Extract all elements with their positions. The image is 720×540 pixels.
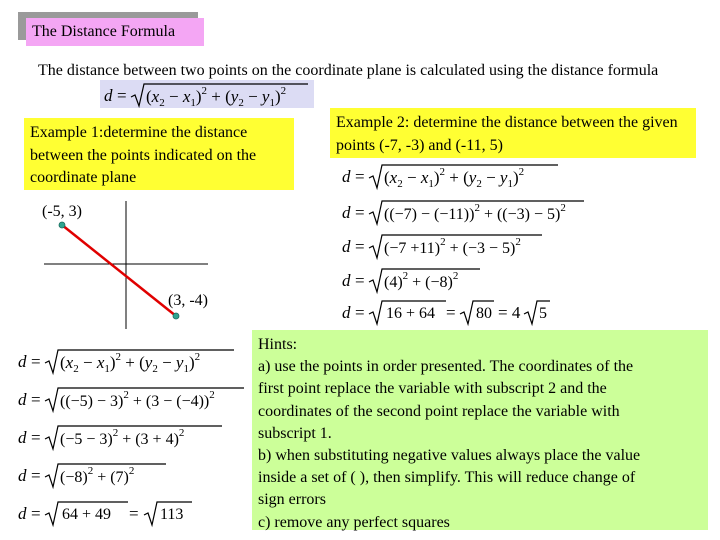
svg-text:d: d [342,203,351,222]
svg-text:(−8)2 + (7)2: $(-8)^2 + (7)^2$ [60,465,135,486]
example-2-box: Example 2: determine the distance between the given points (-7, -3) and (-11, 5) [330,108,696,158]
hint-line: first point replace the variable with subscript 2 and the [258,380,607,398]
ex1-step-4 [16,459,246,491]
svg-text:d: d [342,303,351,322]
svg-text:80: 80 [476,305,492,322]
intro-text: The distance between two points on the coordinate plane is calculated using the distance formula [38,62,659,79]
svg-text:(4)2 + (−8)2: $(4)^2 + (-8)^2$ [384,270,459,291]
svg-text:d: d [18,428,27,447]
ex2-step-5 [340,296,590,328]
svg-text:((−7) − (−11))2 + ((−3) − 5)2: $((-7) - (-11))^2 + ((-3) - 5)^2$ [384,202,566,223]
svg-text:=: = [31,504,41,523]
hint-line: sign errors [258,491,326,509]
ex2-step-4 [340,264,590,296]
svg-text:=: = [355,203,365,222]
svg-text:=: = [355,167,365,186]
point-b-label: (3, -4) [168,292,208,309]
svg-text:16 + 64: 16 + 64 [386,305,436,322]
svg-text:=: = [129,504,139,523]
point-a-marker [59,222,65,228]
ex2-step-2 [340,196,590,228]
hints-heading: Hints: [258,336,298,353]
ex1-step-1 [16,345,246,377]
ex1-step-2 [16,383,246,415]
svg-text:(−5 − 3)2 + (3 + 4)2: $(-5 - 3)^2 + (3 + 4)^2$ [60,427,185,448]
point-b-marker [173,313,179,319]
svg-text:=: = [31,428,41,447]
hint-line: inside a set of ( ), then simplify. This will reduce change of [258,469,636,487]
coordinate-plane [0,195,240,335]
svg-text:113: 113 [160,506,184,523]
svg-text:= 4: = 4 [498,303,521,322]
svg-text:d: d [342,271,351,290]
hint-line: a) use the points in order presented. The coordinates of the [258,358,634,376]
svg-text:(x2 − x1)2 + (y2 − y1)2: $(x_2 - x_1)^2 + (y_2 - y_1)^2$ [60,351,201,375]
ex1-step-5 [16,497,246,529]
svg-text:(x2 − x1)2 + (y2 − y1)2: $(x_2 - x_1)^2 + (y_2 - y_1)^2$ [146,85,287,108]
example-1-box: Example 1:determine the distance between the points indicated on the coordinate plane [24,118,294,190]
svg-text:=: = [446,303,456,322]
svg-text:=: = [31,352,41,371]
svg-text:=: = [355,303,365,322]
point-a-label: (-5, 3) [42,203,82,220]
hint-line: subscript 1. [258,424,332,442]
ex2-step-3 [340,230,590,262]
svg-text:d: d [342,237,351,256]
title-box [18,12,204,48]
svg-text:d: d [18,466,27,485]
page-title: The Distance Formula [26,18,204,46]
svg-text:=: = [117,86,127,105]
ex1-step-3 [16,421,246,453]
hint-line: coordinates of the second point replace the variable with [258,402,620,420]
hint-line: c) remove any perfect squares [258,513,450,531]
svg-text:(x2 − x1)2 + (y2 − y1)2: $(x_2 - x_1)^2 + (y_2 - y_1)^2$ [384,166,525,190]
svg-text:d: d [18,504,27,523]
svg-text:=: = [31,390,41,409]
hint-line: b) when substituting negative values always place the value [258,447,641,465]
svg-text:=: = [355,237,365,256]
svg-text:5: 5 [539,305,547,322]
svg-text:=: = [355,271,365,290]
svg-text:d: d [342,167,351,186]
hints-box [252,330,708,530]
distance-formula [100,80,314,108]
svg-text:d: d [18,390,27,409]
segment [62,225,176,316]
svg-text:d: d [104,86,113,105]
svg-text:d: d [18,352,27,371]
ex2-step-1 [340,160,590,192]
svg-text:(−7 +11)2 + (−3 − 5)2: $(-7 +11)^2 + (-3 - 5)^2$ [384,236,521,257]
svg-text:=: = [31,466,41,485]
svg-text:((−5) − 3)2 + (3 − (−4))2: $((-5) - 3)^2 + (3 - (-4))^2$ [60,389,215,410]
svg-text:64 + 49: 64 + 49 [62,506,112,523]
